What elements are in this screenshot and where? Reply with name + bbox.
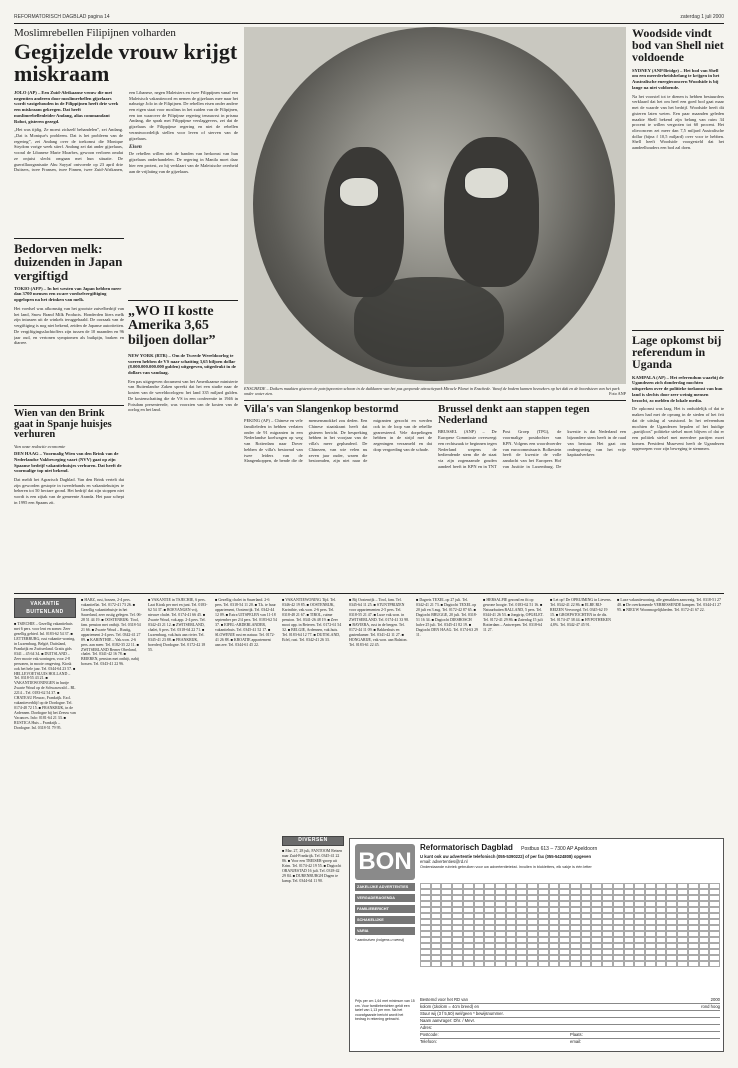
letter-box[interactable] <box>474 961 485 967</box>
article-uganda <box>632 334 724 599</box>
letter-box[interactable] <box>666 961 677 967</box>
brussel-title: Brussel denkt aan stappen tegen Nederland <box>438 404 590 427</box>
letter-box[interactable] <box>506 961 517 967</box>
photo-rule <box>244 400 626 401</box>
letter-box[interactable] <box>549 961 560 967</box>
bon-prices: Prijs per cm 1,64 met minimum van 15 cm. Voor familieberichten geldt een tarief van 1,13 per mm. Na het voorafgaande bericht wordt het bedrag in rekening gebracht. <box>355 999 415 1022</box>
brussel-body: BRUSSEL (ANP) – De Europese Commissie overweegt een rechtszaak te beginnen tegen Nederland wegens de bediendende stem die de staat via zijn zogenaamde gouden aandeel heeft in KPN en in TNT Post Groep (TPG), de voormalige postdochter van KPN. Volgens een woordvoerder van eurocommissaris Bolkestein heeft de kwestie de volle aandacht van het Europees Hof van Justitie in Luxemburg. De kwestie is dat Nederland een bijzondere stem heeft in de raad van bestuur. Het gaat om ondergraving van het vrije kapitaalverkeer. <box>438 429 626 469</box>
letter-box[interactable] <box>484 961 495 967</box>
wwii-title: „WO II kostte Amerika 3,65 biljoen dollar” <box>128 305 216 348</box>
letter-box[interactable] <box>441 961 452 967</box>
bon-phone-line: U kunt ook uw advertentie telefonisch (055-5390222) of per fax (055-5424808) opgeven <box>420 854 592 859</box>
letter-box[interactable] <box>431 961 442 967</box>
letter-box[interactable] <box>538 961 549 967</box>
classifieds-top-rule <box>14 593 724 594</box>
classified-col-5: ■ VAKANTIEWONING Tijd. Tel. 0346-42 19 85. ■ OOSTENRIJK, Karinthie, vak.won. 2-6 pers. Tel. 0318-48 21 67. ■ TIROL, ruime pension. Tel. 0341-26 48 19. ■ Zeer mooi app. in Beieren. Tel. 0172-61 54 32. ■ BELGIE, Ardennen, vak.huis. Tel. 0183-64 12 77. ■ DUITSLAND, Eifel, rust. Tel. 0342-41 26 33. <box>282 598 342 642</box>
diversen-text: ■ Mar. 27, 28 juli, FANTOOM Reizen naar Zuid-Frankrijk. Tel. 0345-41 22 86. ■ Voor een TREISER-groep uit Krim. Tel. 0174-42 19 55. ■ Dagtocht ORANJESTAD 16 juli. Tel. 0318-42 29 84. ■ DURENBURGH Dagen te kamp. Tel. 0344-64 11 90. <box>282 849 343 883</box>
shell-body: Na het voorstel tot te dienen is hebben bestuurders verklaard dat het om heel een goed bod gaat maar met de waarde van het bedrijf. Woodside heeft dit gisteren laten weten. Een paar maanden geleden maakte Shell bekend zijn belang van ruim 34 procent te willen vergroten tot 60 procent. Het olieconcern zei meer dan 7,5 miljard Australische dollar (bijna f 10,5 miljard) over voor te hebben. Shell heeft Woodside voorgesteld dat het aandeelhouders een bod zal doen. <box>632 93 724 151</box>
letter-box[interactable] <box>559 961 570 967</box>
article-subhead: Eisen <box>129 144 142 151</box>
bon-instruction: Onderstaande rubriek gebruiken voor uw advertentietekst. Invullen in blokletters, elk vakje is één letter <box>420 865 592 869</box>
field-size[interactable] <box>420 1004 720 1011</box>
letter-box[interactable] <box>591 961 602 967</box>
letter-box[interactable] <box>709 961 720 967</box>
letter-box[interactable] <box>527 961 538 967</box>
article-villa <box>244 404 432 589</box>
letter-box[interactable] <box>516 961 527 967</box>
rubriek-1[interactable]: ZAKELIJKE ADVERTENTIES <box>355 883 415 891</box>
bon-letter-grid[interactable] <box>420 883 720 993</box>
us-rule <box>128 300 238 301</box>
letter-box[interactable] <box>613 961 624 967</box>
classified-col-2: ■ HARZ, rust, bossen, 2-4 pers. vakantieflat. Tel. 0172-41 73 26. ■ Gezellig vakantiehuisje in het Sauerland, zeer rustig gelegen. Tel. 06-28 51 44 19. ■ OOSTENRIJK: Tirol, fam. pension met ontbijt. Tel. 0318-54 21 66. ■ Zwarte Woud – Rustig, appartement 2-4 pers. Tel. 0342-41 27 89. ■ KARINTHIE – Vak.won. 2-6 pers. aan meer. Tel. 0182-35 22 11. ■ ZWITSERLAND Berner Oberland, chalet. Tel. 0341-42 16 78. ■ BEIEREN, pension met ontbijt, nabij bossen. Tel. 0343-41 22 96. <box>81 598 142 667</box>
article-milk <box>14 242 124 402</box>
photo-divers <box>244 27 626 384</box>
field-adres[interactable]: Adres: <box>420 1025 720 1032</box>
classified-col-9: ■ Let op! De OPRUIMING in Lievens. Tel. 0342-41 22 86. ■ ELBE RIJ-REIZEN Vervroegd. Tel. 0345-62 19 15. ■ GROEPSTOCHTEN in de dis. Tel. 0174-47 38 44. ■ HYPOTHEKEN 4,8%. Tel. 0342-47 45 91. <box>550 598 612 627</box>
shell-lead: SYDNEY (ANP/Bridge) – Het bod van Shell om een meerderheidsbelang te krijgen in het Australische energieconcern Woodside is bij lange na niet voldoende. <box>632 67 720 90</box>
field-year: 2000 <box>710 997 720 1002</box>
classified-col-6: ■ Bij Oostenrijk – Tirol, fam. Tel. 0345-64 11 25. ■ STUNTPRIJZEN voor appartementen 2-5 pers. Tel. 0318-55 21 47. ■ Luxe vak.won. in ZWITSERLAND. Tel. 0174-41 33 98. ■ BAVIERA, rust in de bergen. Tel. 0172-44 11 09. ■ Bakkeshuis en gastenkamer. Tel. 0341-42 11 27. ■ HONGARIJE, vak.won. aan Balaton. Tel. 0183-61 22 45. <box>349 598 410 647</box>
classified-col-1: ■ TSJECHIE – Gezellig vakantiehuis met 6 pers. voor lent en zomer. Zeer gezellig gebied. Inl. 0183-62 54 37. ■ LETTERBURG, rust vakantie-woning, in Luxemburg, België, Duitsland, Frankrijk en Zwitserland. Gratis gids 0341 – 45 64 34. ■ DUITSLAND – Zeer mooie vak.woningen, voor 2-8 personen, in mooie omgeving. Kiosk ook het hele jaar. Tel. 0344-64 23 57. ■ HELLEVOETSLUIS HOLLAND – Tel. 0318-55 43 21. ■ VAKANTIEWONINGEN in hartje Zwarte Woud op de Schwarzwald – BL 2214 – Tel. 0183-62 54 37. ■ CHATEAU Fleurac, Frankrijk. Excl. vakantieverblijf op de Dordogne. Tel. 0174-48 72 15. ■ FRANKRIJK, in de Ardennen. Dordogne bij het Zeeuw van Vacances. Info: 0181-64 21 33. ■ RUSTICA Huis – Frankrijk – Dordogne. Inl. 0318-51 79 95. <box>14 622 76 731</box>
rubriek-3[interactable]: FAMILIEBERICHT <box>355 905 415 913</box>
vakantie-heading-box <box>14 598 76 618</box>
rubriek-2[interactable]: VERGADERAGENDA <box>355 894 415 902</box>
letter-box[interactable] <box>452 961 463 967</box>
letter-box[interactable] <box>624 961 635 967</box>
classified-col-8: ■ HERSALPIE gezond en fit op gewone hoogte. Tel. 0183-62 51 16. ■ Natuurbuiten BALLAND, 5 pers. Tel. 0344-41 26 53. ■ Jongtrip, OPGELET. Tel. 0172-41 29 86. ■ Zaterdag 15 juli Rotterdam – Antwerpen. Tel. 0318-64 11 27. <box>483 598 544 632</box>
wwii-lead: NEW YORK (RTR) – Om de Tweede Wereldoorlog te voeren hebben de VS naar schatting 3,65 biljoen dollar (8.000.000.000.000 gulden) uitgegeven, uitgedrukt in de dollars van vandaag. <box>128 352 236 375</box>
field-date-label: Bestemd voor het RD van <box>420 997 468 1002</box>
letter-box[interactable] <box>602 961 613 967</box>
diversen-heading: DIVERSEN <box>283 837 343 845</box>
diver-right <box>444 137 539 287</box>
uganda-lead: KAMPALA (AP) – Het referendum waarbij de Ugandezen zich donderdag mochten uitspreken over de politieke toekomst van hun land is slechts door zeer weinig mensen bezocht, zo melden de lokale media. <box>632 374 724 403</box>
field-plaats: Plaats: <box>570 1032 583 1037</box>
photo-credit: Foto ANP <box>609 391 626 397</box>
article-lead: JOLO (AP) – Een Zuid-Afrikaanse vrouw die met negentien anderen door moslimrebellen gijzelaars wordt vastgehouden in de Filippijnen heeft drie week een miskraam gekregen. Dat heeft moslimrebellenleider Andang, alias commandant Robot, gisteren gezegd. <box>14 89 119 124</box>
rubriek-5[interactable]: VARIA <box>355 927 415 935</box>
letter-box[interactable] <box>688 961 699 967</box>
letter-box[interactable] <box>420 961 431 967</box>
milk-title: Bedorven melk: duizenden in Japan vergiftigd <box>14 242 123 283</box>
milk-lead: TOKIO (AFP) – In het westen van Japan hebben meer dan 3700 mensen een zware voedselvergiftiging opgelopen na het drinken van melk. <box>14 285 122 303</box>
field-date[interactable] <box>420 997 720 1004</box>
field-bewijs[interactable]: Stuur wij (3 f 5,50) wel/geen * bewijsnummer. <box>420 1011 720 1018</box>
diversen-heading-box <box>282 836 344 846</box>
wwii-body: Een pas uitgegeven document van het Amerikaanse ministerie van Buitenlandse Zaken spreekt dat het een studie naar de kosten van de wereldoorlogen: het land 335 miljard gulden. De kostenschatting die de VS in een conferentie in 1946 in Potsdam presenteerde, was voorzien van de kosten van de oorlog en het land. <box>128 378 238 413</box>
shell-rule <box>632 330 724 331</box>
shell-title: Woodside vindt bod van Shell niet voldoende <box>632 27 724 65</box>
diver-left <box>324 147 404 297</box>
advertentie-bon <box>349 838 724 1052</box>
letter-grid[interactable] <box>420 883 720 967</box>
bon-header <box>420 843 720 881</box>
classified-col-3: ■ VAKANTIE in TSJECHIE, 6 pers. Laat Kiosk per mei en juni. Tel. 0183-62 54 37. ■ BOEVANGEN vrij, nieuwe chalet. Tel. 0174-41 66 45. ■ Zwarte Woud, vak.app. 2-4 pers. Tel. 0342-43 21 12. ■ ZWITSERLAND, chalet, 6 pers. Tel. 0318-64 22 71. ■ Luxemburg, vak.huis aan rivier. Tel. 0345-41 23 88. ■ FRANKRIJK, boerderij Dordogne. Tel. 0172-42 18 55. <box>148 598 208 652</box>
letter-box[interactable] <box>463 961 474 967</box>
vakantie-heading: VAKANTIE BUITENLAND <box>15 599 75 617</box>
bon-logo <box>355 844 415 880</box>
bon-logo-text: BON <box>358 848 412 875</box>
photo-caption-text: ENSCHEDE – Duikers maakten gisteren de patrijspoorten schoon in de duikkaren van het pas geopende attractiepark Miracle Planet in Enschede. Vanaf de bodem kunnen bezoekers op het dak en de boordsteen van het park onder water zien. <box>244 386 620 397</box>
article-body: „Het was tijdig. Ze moest zichzelf behandelen”, zei Andang. „Dat is Monique's probleem. Dat is het probleem van de regering”, zei Andang over de toekomst die Monique Strydom vorige week stierf. Andang zei dat ander gijzelaars, vooral de Libanese Marie Moarbes, gewoon verloren omdat ze onjuist slecht omgaan met hun situatie. De guerrillaorganisatie Abu Sayyaf ontvoerde op 23 april drie Duitsers, twee Fransen, twee Finnen, twee Zuid-Afrikanen, een Libanese, negen Maleisiers en twee Filippijnen vanaf een Maleisisch vakantieoord en nemen de gijzelaars mee naar het naburige Jolo in de Filipijnen. De rebellen eisen onder andere een eigen staat voor moslims in het zuiden van de Filipijnen, een ton waarover de Filipijnse regering tenauwrst in prisma Andang, die sprak met Filippijnse verslaggevers, zei dat de gijzelaars de Filippijnse regering en niet de rebellen verantwoordelijk stellen voor leven of sterven van de gijzelaars. <box>14 89 238 173</box>
article-wwii <box>128 305 238 590</box>
article-brink <box>14 409 124 587</box>
photo-caption <box>244 386 626 398</box>
header-rule <box>14 23 724 24</box>
villa-title: Villa's van Slangenkop bestormd <box>244 404 399 415</box>
milk-body: Het voedsel was afkomstig van het grootste zuivelbedrijf van het land, Snow Brand Milk Products. Honderden liters melk zijn intussen uit de winkels teruggehaald. De oorzaak van de vergiftiging is nog niet bekend, zeiden de Japanse autoriteiten. De vergiftigingsslachtoffers zijn tussen de 10 maanden en 96 jaar oud, en vertonen symptomen als buikpijn, braken en diarree. <box>14 305 124 346</box>
article-title: Gegijzelde vrouw krijgt miskraam <box>14 39 238 87</box>
brink-lead: DEN HAAG – Voormalig Wien van den Brink van de Nederlandse Vakbeweging vaart (NVV) gaat op zijn Spaanse bedrijf vakantiehuisjes verhuren. Dat heeft de voormalige top niet bekend. <box>14 451 122 474</box>
brink-body: Dat meldt het Agrarisch Dagblad. Van den Brink vertelt dat zijn geworden gestopte in tweedehands en vakantiehuisjes te beheren tot 50 hectare grond. Het bedrijf dat zijn stoppen niet wordt is een zijtak van de gemeente Aranda. Het paar schept in 1995 een Spaans zit. <box>14 477 124 505</box>
letter-box[interactable] <box>495 961 506 967</box>
field-email: email: <box>570 1039 582 1044</box>
letter-box[interactable] <box>634 961 645 967</box>
field-postcode: Postcode: <box>420 1032 439 1037</box>
diver-right-mask <box>464 167 509 199</box>
page-header-right: zaterdag 1 juli 2000 <box>680 14 724 20</box>
classified-col-7: ■ Dagreis TEXEL op 27 juli. Tel. 0342-41 21 73. ■ Dagtocht TEXEL op 20 juli en 3 aug. Tel. 0172-42 87 65. ■ Dagtocht BRUGGE, 20 juli. Tel. 0318-51 16 34. ■ Dagtocht DIESBOSCH halve 25 juli. Tel. 0345-41 82 19. ■ Dagtocht DEN HAAG. Tel. 0174-63 29 11. <box>416 598 478 637</box>
letter-box[interactable] <box>581 961 592 967</box>
milk-rule <box>14 238 124 239</box>
letter-box[interactable] <box>645 961 656 967</box>
villa-body: PEKING (AP) – Chinese en vele familieleden in hebben verlaten onder de 91 migranten in een Nederlandse koelwagen op weg van Rotterdam naar Dover hebben de villa's bestormd van twee leiders van de Slangenkoppen, de bende die de mensensmokkel zou deden. Een Chinese staatskrant heeft dat gisteren bericht. De bespreking hebben in het voorjaar van de villa's meer geplunderd. De Chinezen, van wie velen nu zeven jaar ouder, waren die bestormden, zijn niet naar de migranten gezocht en werden ook in de loop van de rebellie gearresteerd. Vele dorpelingen hebben in de strijd met de zegeningen verzameld en dat dorp vergoeding van de schade. <box>244 418 432 464</box>
letter-box[interactable] <box>699 961 710 967</box>
letter-box[interactable] <box>570 961 581 967</box>
page-header-left: REFORMATORISCH DAGBLAD pagina 14 <box>14 14 110 20</box>
rubriek-4[interactable]: SCHAKELIJKE <box>355 916 415 924</box>
field-kolom: kolom (1kolom = 4cm breed) en <box>420 1004 479 1009</box>
bon-email: email: advertenties@rd.nl <box>420 859 468 864</box>
brink-title: Wien van den Brink gaat in Spanje huisjes verhuren <box>14 409 112 441</box>
classified-col-10: ■ Luxe vakantiewoning, alle gemakken aanwezig. Tel. 0318-51 27 40. ■ De overkomende VERBESSENDE kampen. Tel. 0344-41 27 95. ■ NIEUW Woonmogelijkheden. Tel. 0172-41 67 22. <box>617 598 722 612</box>
field-rond: rond hoog <box>701 1004 720 1009</box>
bon-title: Reformatorisch Dagblad <box>420 843 513 852</box>
rubriek-note: * aankruisen (volgens u wenst) <box>355 938 405 942</box>
field-telefoon-row[interactable] <box>420 1039 720 1046</box>
diver-left-mask <box>339 177 379 207</box>
article-gijzeling <box>14 27 238 235</box>
bon-address: Postbus 613 – 7300 AP Apeldoorn <box>521 846 598 852</box>
uganda-body: De opkomst was laag. Het is onduidelijk of dat te maken had met de opvang in de steden of het feit dat de uitslag al vaststond. In het referendum mochten de Ugandezen bepalen of het huidige „partijloos” politieke stelsel moet blijven of dat er een politiek stelsel met meerdere partijen moet komen. President Museveni heeft de Ugandezen opgeroepen voor zijn beweging te stemmen. <box>632 406 724 452</box>
field-naam[interactable]: Naam aanvrager: Dhr. / Mevr. <box>420 1018 720 1025</box>
uganda-title: Lage opkomst bij referendum in Uganda <box>632 334 722 372</box>
field-telefoon: Telefoon: <box>420 1039 437 1044</box>
letter-box[interactable] <box>677 961 688 967</box>
bon-fields <box>420 997 720 1051</box>
classified-col-4: ■ Gezellig chalet in Sauerland. 2-6 pers. Tel. 0318-54 11 20. ■ T.k. te huur appartement, Oostenrijk. Tel. 0342-44 12 09. ■ Extra UITSPELEN van 11-18 september per 2/4 pers. Tel. 0183-62 54 37. ■ EIFEL-ARDEBLANDER, vakantiehuis. Tel. 0345-41 52 17. ■ SLOWENIE rust en natuur. Tel. 0172-41 26 88. ■ KROATIE appartement aan zee. Tel. 0344-61 45 22. <box>215 598 277 647</box>
letter-box[interactable] <box>656 961 667 967</box>
brink-rule <box>14 405 124 406</box>
brink-byline: Van onze redactie economie <box>14 444 66 450</box>
field-postcode-row[interactable] <box>420 1032 720 1039</box>
article-shell <box>632 27 724 327</box>
bon-rubrieken <box>355 883 415 995</box>
article-brussel <box>438 404 626 589</box>
diver-bottom <box>354 277 504 367</box>
article-kicker: Moslimrebellen Filipijnen volharden <box>14 27 176 39</box>
article-body-2: De rebellen willen niet de banden van herkomst van hun gijzelaars onderhandelen. De regering in Manila moet daar hier een protest, zo hij verklaart van de Maleisische overheid aan de vrijlating van de gijzelaars. <box>129 151 238 174</box>
